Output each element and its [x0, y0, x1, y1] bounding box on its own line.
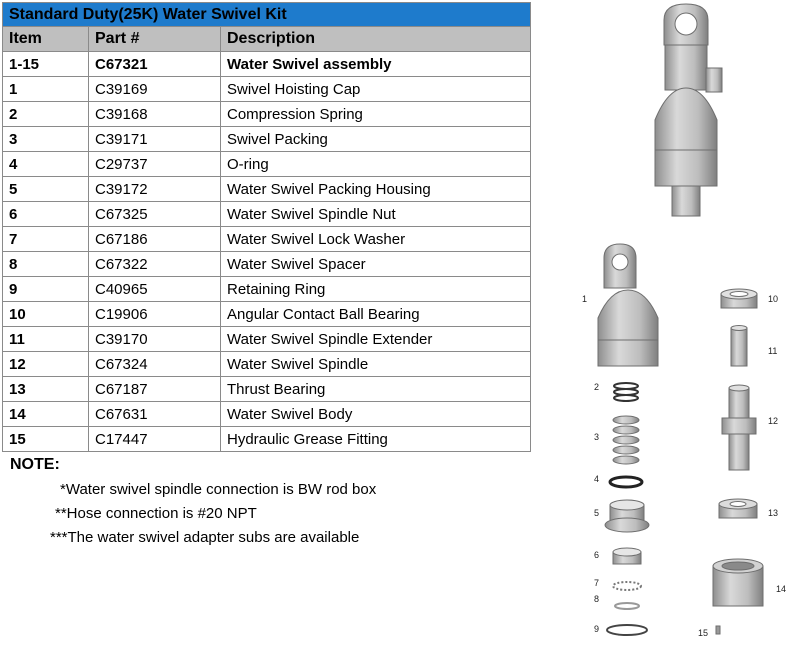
cell-description: Thrust Bearing [221, 377, 531, 402]
part-4-image [610, 477, 642, 487]
cell-item: 1-15 [3, 52, 89, 77]
cell-item: 11 [3, 327, 89, 352]
cell-part-number: C39170 [89, 327, 221, 352]
cell-description: O-ring [221, 152, 531, 177]
cell-description: Angular Contact Ball Bearing [221, 302, 531, 327]
note-line: **Hose connection is #20 NPT [55, 505, 257, 522]
table-header-row [3, 27, 531, 52]
cell-item: 1 [3, 77, 89, 102]
column-header-part: Part # [89, 27, 221, 52]
callout-label: 6 [594, 550, 600, 560]
cell-part-number: C39168 [89, 102, 221, 127]
part-15-image [716, 626, 720, 634]
cell-item: 8 [3, 252, 89, 277]
table-row [3, 327, 531, 352]
cell-description: Water Swivel Spacer [221, 252, 531, 277]
cell-description: Compression Spring [221, 102, 531, 127]
cell-description: Hydraulic Grease Fitting [221, 427, 531, 452]
callout-label: 9 [594, 624, 600, 634]
exploded-parts [598, 244, 763, 635]
cell-item: 9 [3, 277, 89, 302]
cell-part-number: C67631 [89, 402, 221, 427]
callout-label: 11 [768, 346, 778, 356]
parts-table [2, 2, 531, 452]
callout-label: 5 [594, 508, 600, 518]
cell-description: Water Swivel Body [221, 402, 531, 427]
part-6-image [613, 548, 641, 564]
cell-description: Water Swivel assembly [221, 52, 531, 77]
callout-label: 4 [594, 474, 600, 484]
cell-item: 12 [3, 352, 89, 377]
cell-part-number: C67187 [89, 377, 221, 402]
cell-item: 15 [3, 427, 89, 452]
note-heading: NOTE: [10, 456, 60, 473]
cell-description: Swivel Packing [221, 127, 531, 152]
callout-label: 7 [594, 578, 600, 588]
table-row [3, 202, 531, 227]
part-12-image [722, 385, 756, 470]
callout-label: 12 [768, 416, 779, 426]
table-row [3, 227, 531, 252]
part-10-image [721, 289, 757, 308]
note-line: ***The water swivel adapter subs are available [50, 529, 360, 546]
cell-part-number: C67321 [89, 52, 221, 77]
cell-part-number: C67324 [89, 352, 221, 377]
cell-part-number: C17447 [89, 427, 221, 452]
callout-label: 10 [768, 294, 779, 304]
table-row [3, 252, 531, 277]
callout-label: 8 [594, 594, 600, 604]
cell-part-number: C67322 [89, 252, 221, 277]
notes-section [10, 456, 376, 552]
cell-description: Water Swivel Spindle Extender [221, 327, 531, 352]
column-header-description: Description [221, 27, 531, 52]
table-row [3, 52, 531, 77]
cell-item: 2 [3, 102, 89, 127]
cell-part-number: C67325 [89, 202, 221, 227]
parts-table-body [3, 3, 531, 452]
exploded-parts-illustration [540, 0, 800, 648]
cell-description: Water Swivel Spindle Nut [221, 202, 531, 227]
cell-item: 6 [3, 202, 89, 227]
part-11-image [731, 326, 747, 367]
cell-item: 13 [3, 377, 89, 402]
table-title: Standard Duty(25K) Water Swivel Kit [3, 3, 531, 27]
part-8-image [615, 603, 639, 609]
assembled-swivel-image [655, 4, 722, 216]
table-row [3, 402, 531, 427]
cell-part-number: C39172 [89, 177, 221, 202]
column-header-item: Item [3, 27, 89, 52]
cell-item: 5 [3, 177, 89, 202]
cell-description: Water Swivel Spindle [221, 352, 531, 377]
cell-item: 4 [3, 152, 89, 177]
table-row [3, 302, 531, 327]
cell-part-number: C40965 [89, 277, 221, 302]
note-line: *Water swivel spindle connection is BW rod box [60, 481, 377, 498]
cell-part-number: C19906 [89, 302, 221, 327]
part-14-image [713, 559, 763, 606]
table-row [3, 177, 531, 202]
cell-description: Water Swivel Packing Housing [221, 177, 531, 202]
cell-part-number: C67186 [89, 227, 221, 252]
part-7-image [613, 582, 641, 590]
table-row [3, 277, 531, 302]
table-row [3, 352, 531, 377]
table-row [3, 127, 531, 152]
table-row [3, 77, 531, 102]
part-2-image [614, 383, 638, 401]
cell-part-number: C39169 [89, 77, 221, 102]
table-title-row [3, 3, 531, 27]
callout-label: 1 [582, 294, 588, 304]
cell-description: Swivel Hoisting Cap [221, 77, 531, 102]
cell-item: 3 [3, 127, 89, 152]
part-9-image [607, 625, 647, 635]
callout-label: 2 [594, 382, 600, 392]
table-row [3, 102, 531, 127]
cell-item: 10 [3, 302, 89, 327]
part-3-image [613, 416, 639, 464]
table-row [3, 377, 531, 402]
cell-item: 7 [3, 227, 89, 252]
cell-part-number: C29737 [89, 152, 221, 177]
callout-label: 13 [768, 508, 779, 518]
table-row [3, 152, 531, 177]
cell-item: 14 [3, 402, 89, 427]
cell-description: Retaining Ring [221, 277, 531, 302]
callout-label: 14 [776, 584, 787, 594]
part-13-image [719, 499, 757, 518]
callout-label: 3 [594, 432, 600, 442]
cell-part-number: C39171 [89, 127, 221, 152]
table-row [3, 427, 531, 452]
part-1-image [598, 244, 658, 366]
part-5-image [605, 500, 649, 532]
callout-label: 15 [698, 628, 709, 638]
cell-description: Water Swivel Lock Washer [221, 227, 531, 252]
